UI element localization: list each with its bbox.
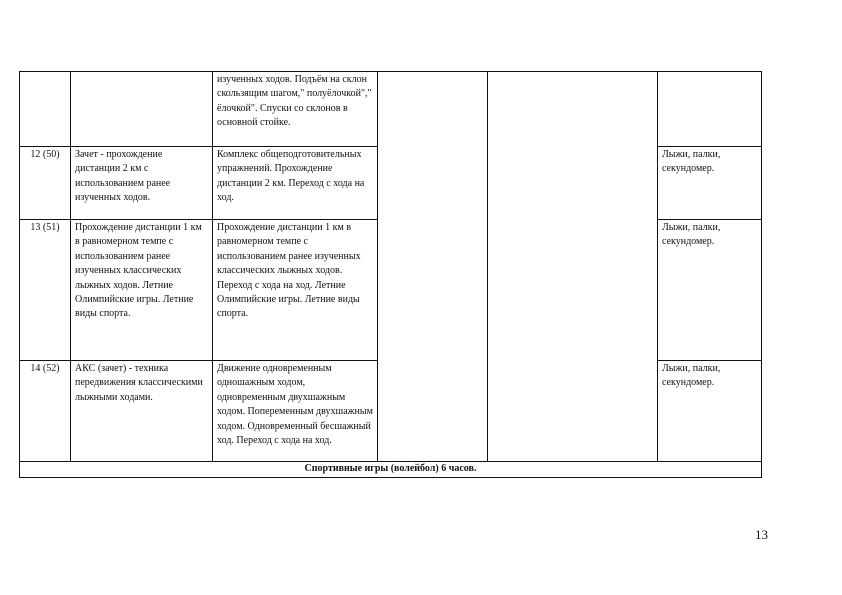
table-row xyxy=(20,72,762,147)
lesson-number-cell: 12 (50) xyxy=(20,147,71,220)
lesson-number-cell: 13 (51) xyxy=(20,220,71,361)
lesson-content-cell: Прохождение дистанции 1 км в равномерном темпе с использованием ранее изученных классических лыжных ходов. Переход с хода на ход. Летние Олимпийские игры. Летние виды спорта. xyxy=(213,220,378,361)
equipment-cell: Лыжи, палки, секундомер. xyxy=(658,220,762,361)
lesson-number-cell: 14 (52) xyxy=(20,361,71,462)
lesson-topic-cell: Зачет - прохождение дистанции 2 км с использованием ранее изученных ходов. xyxy=(71,147,213,220)
equipment-cell: Лыжи, палки, секундомер. xyxy=(658,361,762,462)
lesson-topic-cell: Прохождение дистанции 1 км в равномерном темпе с использованием ранее изученных классических лыжных ходов. Летние Олимпийские игры. Летние виды спорта. xyxy=(71,220,213,361)
section-header: Спортивные игры (волейбол) 6 часов. xyxy=(20,462,762,478)
empty-column-4 xyxy=(378,72,488,462)
empty-column-5 xyxy=(488,72,658,462)
lesson-plan-table xyxy=(19,71,762,478)
lesson-content-cell: изученных ходов. Подъём на склон скользящим шагом," полуёлочкой"," ёлочкой". Спуски со склонов в основной стойке. xyxy=(213,72,378,147)
lesson-number-cell xyxy=(20,72,71,147)
section-header-row xyxy=(20,462,762,478)
lesson-content-cell: Движение одновременным одношажным ходом, одновременным двухшажным ходом. Попеременным двухшажным ходом. Одновременный бесшажный ход. Переход с хода на ход. xyxy=(213,361,378,462)
equipment-cell xyxy=(658,72,762,147)
page-number: 13 xyxy=(755,527,768,542)
lesson-topic-cell xyxy=(71,72,213,147)
lesson-content-cell: Комплекс общеподготовительных упражнений. Прохождение дистанции 2 км. Переход с хода на ход. xyxy=(213,147,378,220)
lesson-topic-cell: АКС (зачет) - техника передвижения классическими лыжными ходами. xyxy=(71,361,213,462)
equipment-cell: Лыжи, палки, секундомер. xyxy=(658,147,762,220)
